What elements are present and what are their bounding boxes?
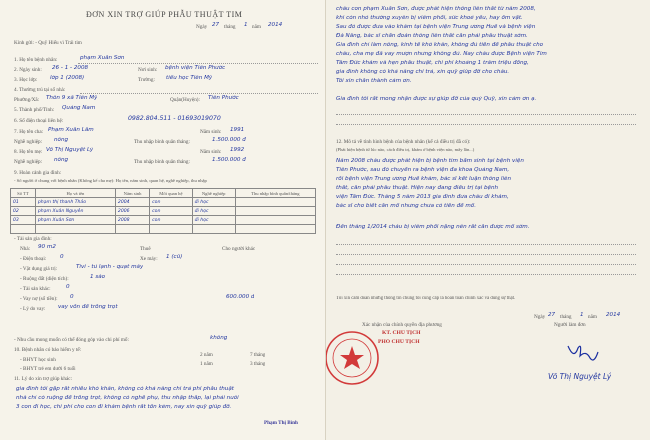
table-cell: đi học [192,198,235,207]
applicant-label: Người làm đơn [554,322,586,328]
field-value-dob: 26 - 1 - 2008 [52,65,89,71]
hope-title: - Nhu cầu mong muốn có thể đóng góp vào chi phí mổ: [14,337,129,343]
field-label-address: 4. Thường trú tại số nhà: [14,87,66,93]
commitment-text: Tôi xin cam đoan những thông tin chúng tôi cung cấp là hoàn toàn chính xác và đúng sự thật. [336,296,516,301]
table-cell: phạm thị thanh Thảo [35,198,115,207]
assets-title: - Tài sản gia đình: [14,236,52,242]
table-cell: phạm Xuân Sơn [35,216,115,225]
table-row [11,198,316,207]
field-value-mother-yob: 1992 [230,147,245,153]
official-name: Phạm Thị Bình [264,420,298,426]
field-value-father-yob: 1991 [230,127,245,133]
addressee: Kính gửi: - Quỹ Hiếu vì Trái tim [14,40,82,46]
asset-label: - Tài sản khác: [20,286,51,292]
table-cell: 01 [11,198,36,207]
date-month: 1 [244,22,248,28]
dotted-line [336,114,636,115]
asset-value-2: 600.000 đ [226,294,255,300]
field-label-ward: Phường/Xã: [14,97,40,103]
thanks-line: Gia đình tôi rất mong nhận được sự giúp đỡ của quý Quỹ, xin cảm ơn ạ. [336,96,537,102]
stamp-star [340,346,364,369]
field-value-mother-income: 1.500.000 đ [212,157,246,163]
dotted-line [336,264,636,265]
stamp-title: PHÓ CHỦ TỊCH [378,339,420,345]
applicant-name: Võ Thị Nguyệt Lý [548,372,612,381]
field-value-name: phạm Xuân Sơn [80,55,125,61]
story-line: Tôi xin chân thành cảm ơn. [336,78,412,84]
field-label-father: 7. Họ tên cha: [14,129,44,135]
asset-value-2: 1 (cũ) [166,254,183,260]
field-value-ward: Thôn 9 xã Tiên Mỹ [46,95,98,101]
table-header-row [11,189,316,198]
table-cell: 02 [11,207,36,216]
table-header: Họ và tên [35,189,115,198]
illness-line: Năm 2008 cháu được phát hiện bị bệnh tim bẩm sinh tại bệnh viện [336,158,524,164]
asset-value: Tivi - tủ lạnh - quạt máy [76,264,144,270]
asset-value: vay vốn để trồng trọt [58,304,118,310]
house-value: 90 m2 [38,244,56,250]
asset-value: 0 [60,254,64,260]
household-table [10,188,316,234]
field-label-father-income: Thu nhập bình quân tháng: [134,139,190,145]
asset-label: - Lý do vay: [20,306,46,312]
insurance-months: 3 tháng [250,361,266,367]
field-label-phone: 6. Số điện thoại liên hệ: [14,118,64,124]
sign-date-month: 1 [580,312,584,318]
table-cell: đi học [192,216,235,225]
asset-label-2: Xe máy: [140,256,158,262]
illness-line: rồi bệnh viện Trung ương Huế khám, bác sĩ kết luận thông liên [336,176,511,182]
form-title: ĐƠN XIN TRỢ GIÚP PHẪU THUẬT TIM [86,10,243,19]
house-other-label: Cho người khác [222,246,256,252]
story-line: gia đình không có khả năng chi trả, xin quỹ giúp đỡ cho cháu. [336,69,510,75]
insurance-label: - BHYT học sinh [20,357,56,363]
table-cell: con [150,198,192,207]
section-9-title: 9. Hoàn cảnh gia đình: [14,170,62,176]
illness-line: Đến tháng 1/2014 cháu bị viêm phổi nặng nên rất cần được mổ sớm. [336,224,530,230]
field-value-mother: Võ Thị Nguyệt Lý [46,147,94,153]
field-label-mother-job: Nghề nghiệp: [14,159,43,165]
sign-date-label-month: tháng [560,314,572,320]
table-cell: 2004 [115,198,149,207]
field-label-mother-yob: Năm sinh: [200,149,222,155]
field-value-father-income: 1.500.000 đ [212,137,246,143]
field-value-father-job: nông [54,137,69,143]
asset-value: 1 sào [90,274,106,280]
table-cell: 2006 [115,207,149,216]
table-header: Mối quan hệ [150,189,192,198]
right-page [326,0,650,440]
reason-title: 11. Lý do xin trợ giúp khác: [14,376,73,382]
story-line: cháu con phạm Xuân Sơn, được phát hiện thông liên thất từ năm 2008, [336,6,536,12]
asset-label: - Vay nợ (số tiền): [20,296,58,302]
field-label-dob: 2. Ngày sinh: [14,67,42,73]
field-label-father-yob: Năm sinh: [200,129,222,135]
field-label-school: Trường: [138,77,155,83]
asset-value: 0 [66,284,70,290]
field-label-mother: 8. Họ tên mẹ: [14,149,43,155]
date-day: 27 [212,22,220,28]
signature-stroke [568,346,598,360]
illness-line: thất, cần phải phẫu thuật. Hiện nay đang điều trị tại bệnh [336,185,499,191]
reason-line: gia đình tôi gặp rất nhiều khó khăn, không có khả năng chi trả phí phẫu thuật [16,386,234,392]
table-row [11,207,316,216]
insurance-title: 10. Bệnh nhân có bảo hiểm y tế: [14,347,82,353]
field-label-district: Quận(Huyện): [170,97,200,103]
applicant-signature [564,340,604,370]
date-label-day: Ngày [196,24,208,30]
illness-line: viện Tâm Đức. Tháng 5 năm 2013 gia đình đưa cháu đi khám, [336,194,509,200]
section-12-title: 12. Mô tả về tình hình bệnh của bệnh nhân (kể cả điều trị đã có): [336,139,471,145]
table-cell: 03 [11,216,36,225]
story-line: Tâm Đức khám và hẹn phẫu thuật, chi phí khoảng 1 trăm triệu đồng, [336,60,529,66]
date-label-month: tháng [224,24,236,30]
date-year: 2014 [268,22,283,28]
table-header: Thu nhập bình quân/tháng [235,189,315,198]
field-value-mother-job: nông [54,157,69,163]
field-label-father-job: Nghề nghiệp: [14,139,43,145]
asset-label: - Vật dụng giá trị: [20,266,58,272]
asset-label: - Điện thoại: [20,256,47,262]
insurance-months: 7 tháng [250,352,266,358]
illness-line: Tiên Phước, sau đó chuyển ra bệnh viện đa khoa Quảng Nam, [336,167,510,173]
section-9-subtitle: - Số người ở chung với bệnh nhân (Không kể cha mẹ): Họ tên, năm sinh, quan hệ, nghề nghiệp, thu nhập [14,178,207,183]
reason-line: nhà chỉ có ruộng để trồng trọt, không có nghề phụ, thu nhập thấp, lại phải nuôi [16,395,239,401]
table-cell [235,216,315,225]
field-value-phone: 0982.804.511 - 01693019070 [128,115,221,122]
hope-value: không [210,335,228,341]
field-value-district: Tiên Phước [208,95,239,101]
table-cell [235,198,315,207]
house-label: Nhà: [20,246,31,252]
dotted-line [336,254,636,255]
asset-value: 0 [70,294,74,300]
story-line: khi còn nhỏ thường xuyên bị viêm phổi, sức khoẻ yếu, hay ốm vặt. [336,15,523,21]
house-rent-label: Thuê [140,246,151,252]
sign-date-day: 27 [548,312,556,318]
dotted-line [336,244,636,245]
story-line: Gia đình chỉ làm nông, kinh tế khó khăn, không đủ tiền để phẫu thuật cho [336,42,544,48]
field-label-class: 3. Học lớp: [14,77,38,83]
dotted-line [336,124,636,125]
sign-date-year: 2014 [606,312,621,318]
date-label-year: năm [252,24,261,30]
stamp-sub: KT. CHỦ TỊCH [382,330,421,336]
insurance-years: 1 năm [200,361,213,367]
dotted-line [80,93,318,94]
authority-label: Xác nhận của chính quyền địa phương [362,322,442,328]
table-cell: con [150,207,192,216]
illness-line: bác sĩ cho biết cần mổ nhưng chưa có tiền để mổ. [336,203,476,209]
insurance-years: 2 năm [200,352,213,358]
table-row [11,225,316,234]
reason-line: 3 con đi học, chi phí cho con đi khám bệnh rất tốn kém, nay xin quỹ giúp đỡ. [16,404,232,410]
insurance-label: - BHYT trẻ em dưới 6 tuổi [20,366,76,372]
table-cell: phạm Xuân Nguyên [35,207,115,216]
story-line: cháu, cha mẹ đã vay mượn nhưng không đủ. Nay cháu được Bệnh viện Tim [336,51,547,57]
story-line: Sau đó được đưa vào khám tại bệnh viện Trung ương Huế và bệnh viện [336,24,536,30]
dotted-line [336,274,636,275]
asset-label: - Ruộng đất (diện tích): [20,276,69,282]
section-12-subtitle: (Phát hiện bệnh từ lúc nào, cách điều trị, khám ở bệnh viện nào, mấy lần...) [336,147,475,152]
dotted-line [78,63,318,64]
field-label-birthplace: Nơi sinh: [138,67,158,73]
field-value-father: Phạm Xuân Lâm [48,127,94,133]
table-header: Năm sinh [115,189,149,198]
table-cell [235,207,315,216]
table-header: Số TT [11,189,36,198]
table-header: Nghề nghiệp [192,189,235,198]
field-value-class: lớp 1 (2008) [50,75,85,81]
table-cell: 2008 [115,216,149,225]
field-label-name: 1. Họ tên bệnh nhân: [14,57,58,63]
field-value-birthplace: bệnh viện Tiên Phước [165,65,226,71]
table-row [11,216,316,225]
story-line: Đà Nẵng, bác sĩ chẩn đoán thông liên thất cần phải phẫu thuật sớm. [336,33,528,39]
sign-date-label-year: năm [588,314,597,320]
sign-date-label-day: Ngày [534,314,546,320]
table-cell: đi học [192,207,235,216]
field-value-city: Quảng Nam [62,105,96,111]
table-cell: con [150,216,192,225]
field-value-school: tiểu học Tiên Mỹ [166,75,213,81]
field-label-city: 5. Thành phố/Tỉnh: [14,107,55,113]
field-label-mother-income: Thu nhập bình quân tháng: [134,159,190,165]
